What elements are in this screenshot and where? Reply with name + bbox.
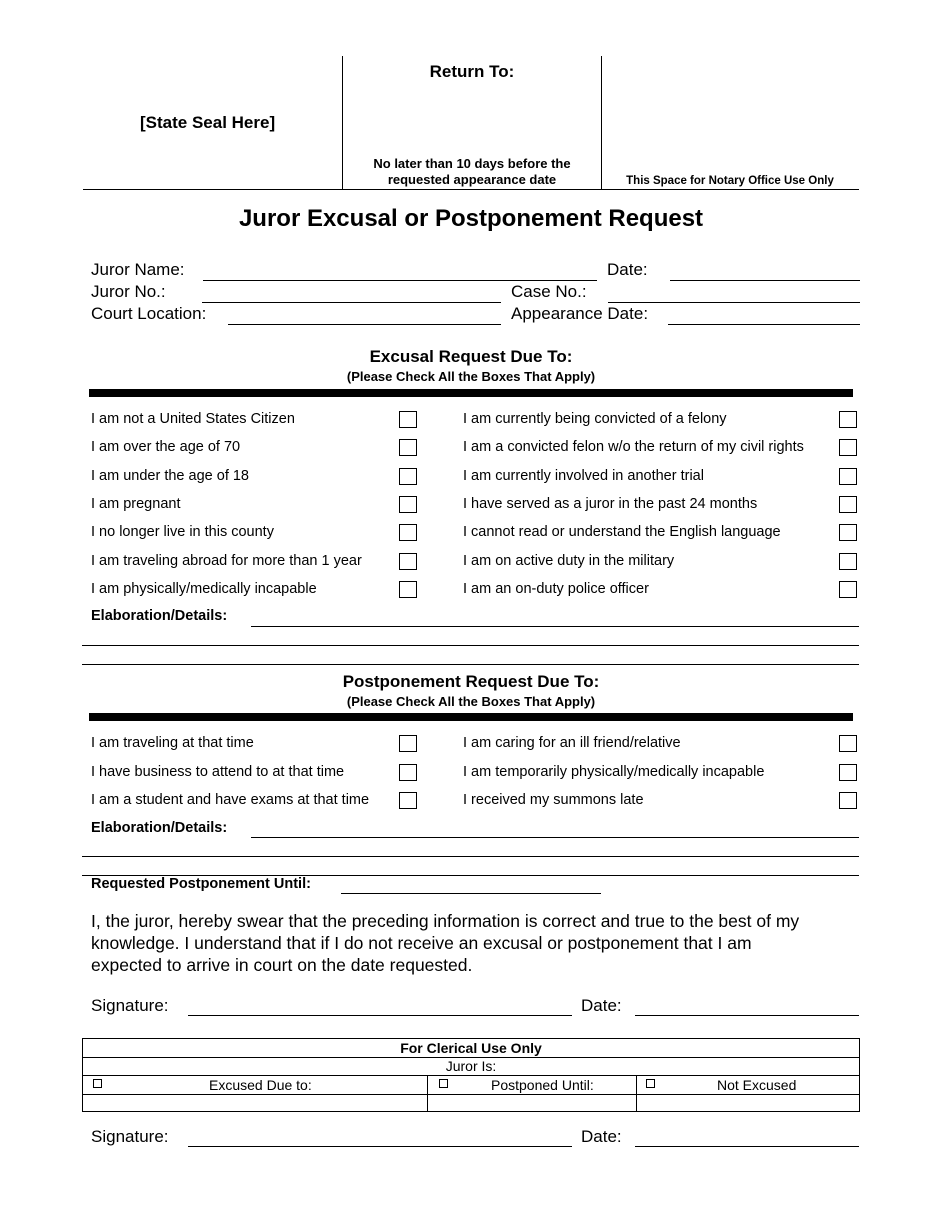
clerical-date-label: Date:: [581, 1127, 622, 1146]
excusal-item-another-trial: I am currently involved in another trial: [463, 468, 704, 484]
excusal-checkbox-pregnant[interactable]: [399, 496, 417, 513]
excusal-item-traveling-abroad: I am traveling abroad for more than 1 year: [91, 553, 362, 569]
postponement-checkbox-summons-late[interactable]: [839, 792, 857, 809]
clerical-postponed-date-input[interactable]: [429, 1096, 635, 1111]
juror-no-label: Juror No.:: [91, 282, 166, 301]
clerical-row-divider-2: [83, 1075, 859, 1076]
case-no-label: Case No.:: [511, 282, 587, 301]
excusal-item-being-convicted: I am currently being convicted of a felony: [463, 411, 727, 427]
clerical-not-excused-checkbox[interactable]: [646, 1079, 655, 1088]
return-to-label: Return To:: [429, 62, 515, 81]
postponement-item-temporarily-incapable: I am temporarily physically/medically incapable: [463, 764, 765, 780]
signature-input[interactable]: [188, 1015, 572, 1016]
notary-note: This Space for Notary Office Use Only: [626, 175, 834, 187]
clerical-not-excused-label: Not Excused: [717, 1077, 797, 1093]
clerical-date-input[interactable]: [635, 1146, 859, 1147]
excusal-elaboration-label: Elaboration/Details:: [91, 608, 228, 624]
clerical-signature-label: Signature:: [91, 1127, 169, 1146]
signature-label: Signature:: [91, 996, 169, 1015]
excusal-checkbox-traveling-abroad[interactable]: [399, 553, 417, 570]
excusal-checkbox-served-24-months[interactable]: [839, 496, 857, 513]
clerical-excused-label: Excused Due to:: [209, 1077, 312, 1093]
excusal-checkbox-moved-county[interactable]: [399, 524, 417, 541]
date-label: Date:: [607, 260, 648, 279]
deadline-note: No later than 10 days before the requested appearance date: [373, 156, 571, 187]
excusal-item-english-language: I cannot read or understand the English language: [463, 524, 781, 540]
postponement-checkbox-traveling[interactable]: [399, 735, 417, 752]
excusal-item-served-24-months: I have served as a juror in the past 24 months: [463, 496, 758, 512]
excusal-checkbox-convicted-felon[interactable]: [839, 439, 857, 456]
excusal-checkbox-medically-incapable[interactable]: [399, 581, 417, 598]
postponement-rule: [89, 713, 853, 721]
postponement-until-label: Requested Postponement Until:: [91, 876, 311, 892]
header-bottom-rule: [83, 189, 859, 190]
excusal-heading: Excusal Request Due To:: [369, 347, 573, 366]
oath-statement: I, the juror, hereby swear that the preceding information is correct and true to the best of my knowledge. I understand that if I do not receive an excusal or postponement that I am expected to arrive in court on the date requested.: [91, 911, 800, 975]
clerical-row-divider-3: [83, 1094, 859, 1095]
postponement-elaboration-label: Elaboration/Details:: [91, 820, 228, 836]
clerical-col-divider-1: [427, 1075, 428, 1112]
excusal-item-under-18: I am under the age of 18: [91, 468, 249, 484]
appearance-date-label: Appearance Date:: [511, 304, 649, 323]
signature-date-input[interactable]: [635, 1015, 859, 1016]
clerical-table: [82, 1038, 860, 1112]
clerical-juror-is: Juror Is:: [445, 1058, 497, 1074]
postponement-checkbox-caring[interactable]: [839, 735, 857, 752]
postponement-checkbox-temporarily-incapable[interactable]: [839, 764, 857, 781]
excusal-elaboration-input[interactable]: [251, 626, 859, 627]
clerical-title: For Clerical Use Only: [400, 1040, 542, 1056]
postponement-item-student-exams: I am a student and have exams at that time: [91, 792, 370, 808]
postponement-item-traveling: I am traveling at that time: [91, 735, 254, 751]
clerical-not-excused-input[interactable]: [638, 1096, 858, 1111]
signature-date-label: Date:: [581, 996, 622, 1015]
juror-name-input[interactable]: [203, 280, 597, 281]
excusal-item-over-70: I am over the age of 70: [91, 439, 241, 455]
postponement-item-caring: I am caring for an ill friend/relative: [463, 735, 681, 751]
clerical-postponed-checkbox[interactable]: [439, 1079, 448, 1088]
clerical-col-divider-2: [636, 1075, 637, 1112]
excusal-elaboration-input-line-2[interactable]: [82, 645, 859, 646]
date-input[interactable]: [670, 280, 860, 281]
excusal-item-moved-county: I no longer live in this county: [91, 524, 274, 540]
excusal-checkbox-police-officer[interactable]: [839, 581, 857, 598]
excusal-checkbox-active-duty[interactable]: [839, 553, 857, 570]
excusal-section-divider: [82, 664, 859, 665]
postponement-item-business: I have business to attend to at that time: [91, 764, 345, 780]
postponement-checkbox-student-exams[interactable]: [399, 792, 417, 809]
clerical-excused-reason-input[interactable]: [84, 1096, 426, 1111]
postponement-until-input[interactable]: [341, 893, 601, 894]
juror-name-label: Juror Name:: [91, 260, 185, 279]
case-no-input[interactable]: [608, 302, 860, 303]
postponement-subheading: (Please Check All the Boxes That Apply): [346, 694, 596, 709]
excusal-checkbox-over-70[interactable]: [399, 439, 417, 456]
court-location-label: Court Location:: [91, 304, 207, 323]
clerical-signature-input[interactable]: [188, 1146, 572, 1147]
excusal-checkbox-another-trial[interactable]: [839, 468, 857, 485]
court-location-input[interactable]: [228, 324, 501, 325]
state-seal-placeholder: [State Seal Here]: [140, 113, 276, 132]
juror-no-input[interactable]: [202, 302, 501, 303]
postponement-elaboration-input[interactable]: [251, 837, 859, 838]
excusal-item-not-citizen: I am not a United States Citizen: [91, 411, 295, 427]
postponement-elaboration-input-line-2[interactable]: [82, 856, 859, 857]
postponement-item-summons-late: I received my summons late: [463, 792, 644, 808]
postponement-checkbox-business[interactable]: [399, 764, 417, 781]
excusal-item-pregnant: I am pregnant: [91, 496, 181, 512]
excusal-checkbox-not-citizen[interactable]: [399, 411, 417, 428]
excusal-rule: [89, 389, 853, 397]
excusal-item-police-officer: I am an on-duty police officer: [463, 581, 649, 597]
appearance-date-input[interactable]: [668, 324, 860, 325]
excusal-subheading: (Please Check All the Boxes That Apply): [346, 369, 596, 384]
clerical-postponed-label: Postponed Until:: [491, 1077, 594, 1093]
excusal-item-medically-incapable: I am physically/medically incapable: [91, 581, 317, 597]
header-divider-right: [601, 56, 602, 190]
excusal-item-convicted-felon: I am a convicted felon w/o the return of my civil rights: [463, 439, 804, 455]
excusal-checkbox-english-language[interactable]: [839, 524, 857, 541]
excusal-item-active-duty: I am on active duty in the military: [463, 553, 675, 569]
postponement-heading: Postponement Request Due To:: [342, 672, 600, 691]
page-title: Juror Excusal or Postponement Request: [238, 205, 704, 232]
excusal-checkbox-being-convicted[interactable]: [839, 411, 857, 428]
clerical-excused-checkbox[interactable]: [93, 1079, 102, 1088]
excusal-checkbox-under-18[interactable]: [399, 468, 417, 485]
